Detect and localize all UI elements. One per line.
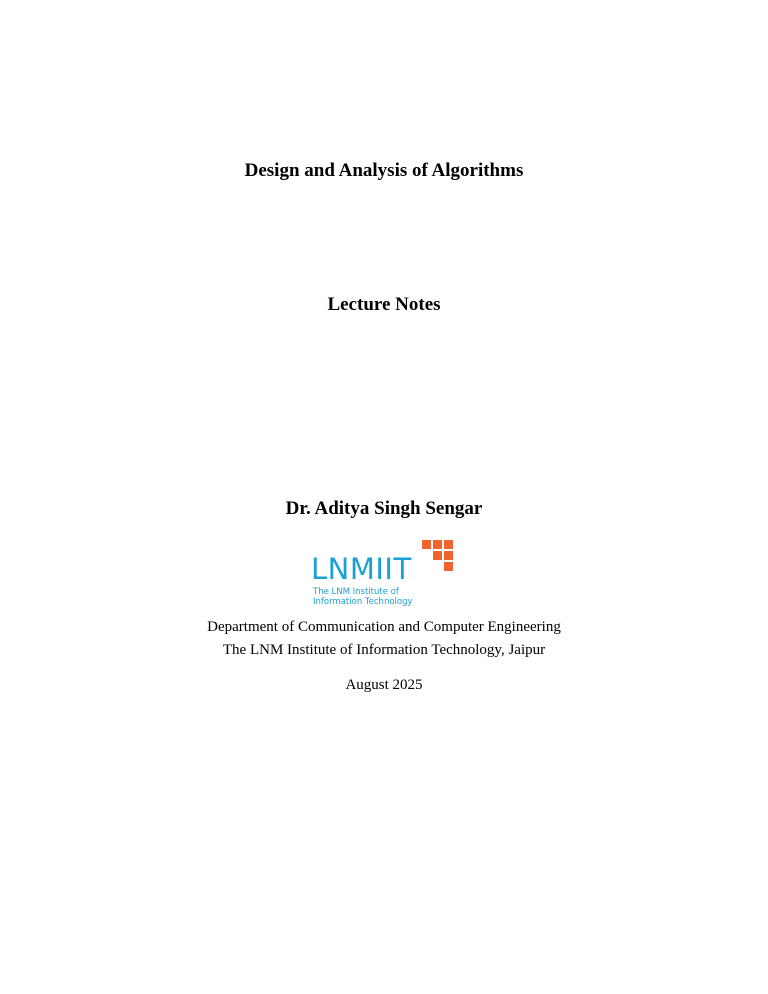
logo-square — [444, 551, 453, 560]
document-subtitle: Lecture Notes — [327, 294, 441, 315]
logo-square — [422, 540, 431, 549]
institute-logo — [311, 540, 461, 608]
document-title: Design and Analysis of Algorithms — [244, 160, 524, 181]
logo-square — [444, 540, 453, 549]
institute-name: The LNM Institute of Information Technology, Jaipur — [222, 642, 546, 658]
logo-tagline-line1: The LNM Institute of — [313, 587, 399, 597]
department-name: Department of Communication and Computer Engineering — [207, 619, 561, 635]
publication-date: August 2025 — [345, 677, 423, 693]
logo-wordmark: LNMIIT — [311, 552, 412, 586]
author-name: Dr. Aditya Singh Sengar — [285, 498, 483, 519]
logo-square — [444, 562, 453, 571]
logo-tagline-line2: Information Technology — [313, 597, 413, 607]
logo-square — [433, 551, 442, 560]
logo-square — [433, 540, 442, 549]
